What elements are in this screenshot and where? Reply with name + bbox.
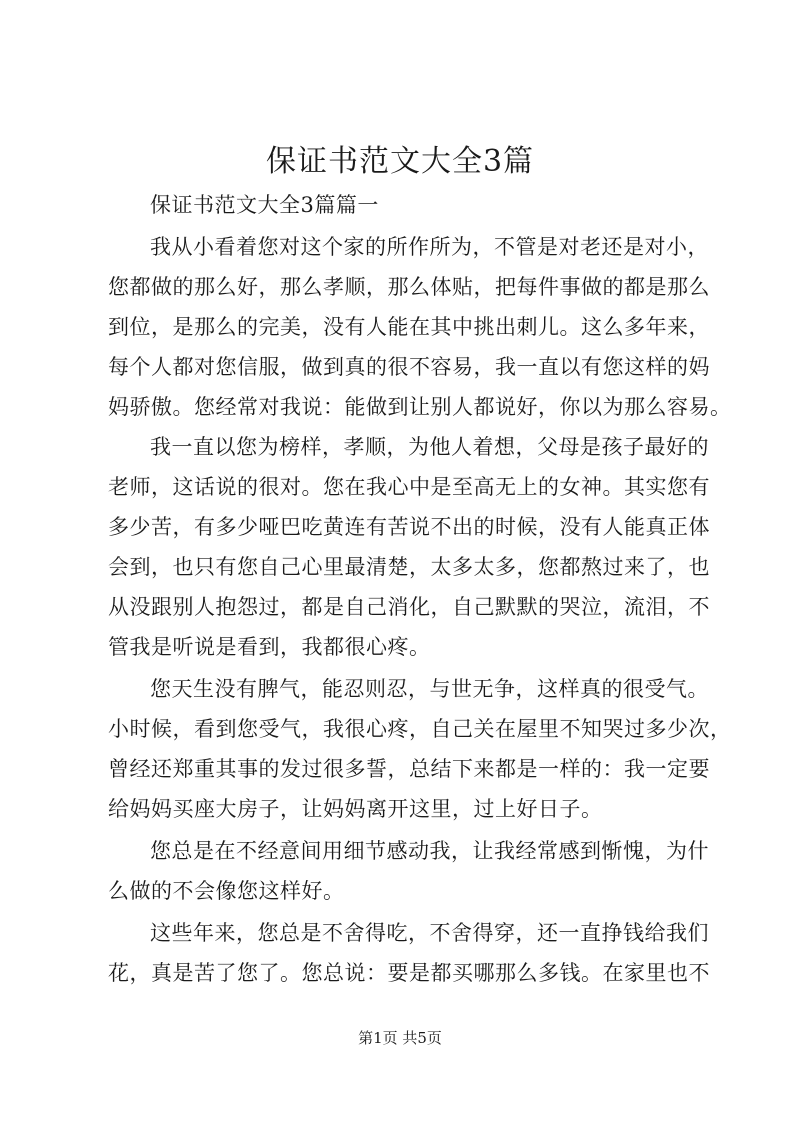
page-footer: 第1页 共5页 <box>358 1029 442 1047</box>
paragraph-line: 从没跟别人抱怨过，都是自己消化，自己默默的哭泣，流泪，不 <box>108 595 710 619</box>
paragraph-line: 您总是在不经意间用细节感动我，让我经常感到惭愧，为什 <box>150 839 709 863</box>
paragraph-line: 这些年来，您总是不舍得吃，不舍得穿，还一直挣钱给我们 <box>150 921 709 945</box>
paragraph-line: 我从小看着您对这个家的所作所为，不管是对老还是对小， <box>150 235 709 259</box>
paragraph-line: 每个人都对您信服，做到真的很不容易，我一直以有您这样的妈 <box>108 355 710 379</box>
paragraph-line: 您天生没有脾气，能忍则忍，与世无争，这样真的很受气。 <box>150 677 709 701</box>
paragraph-line: 多少苦，有多少哑巴吃黄连有苦说不出的时候，没有人能真正体 <box>108 515 710 539</box>
paragraph-line: 花，真是苦了您了。您总说：要是都买哪那么多钱。在家里也不 <box>108 961 710 985</box>
paragraph-line: 给妈妈买座大房子，让妈妈离开这里，过上好日子。 <box>108 797 603 821</box>
section-heading: 保证书范文大全3篇篇一 <box>150 193 379 217</box>
paragraph-line: 到位，是那么的完美，没有人能在其中挑出刺儿。这么多年来， <box>108 315 710 339</box>
document-title: 保证书范文大全3篇 <box>265 144 535 179</box>
paragraph-line: 妈骄傲。您经常对我说：能做到让别人都说好，你以为那么容易。 <box>108 395 732 419</box>
paragraph-line: 管我是听说是看到，我都很心疼。 <box>108 635 431 659</box>
paragraph-line: 小时候，看到您受气，我很心疼，自己关在屋里不知哭过多少次， <box>108 717 732 741</box>
paragraph-line: 么做的不会像您这样好。 <box>108 879 345 903</box>
paragraph-line: 曾经还郑重其事的发过很多誓，总结下来都是一样的：我一定要 <box>108 757 710 781</box>
paragraph-line: 您都做的那么好，那么孝顺，那么体贴，把每件事做的都是那么 <box>108 275 710 299</box>
paragraph-line: 老师，这话说的很对。您在我心中是至高无上的女神。其实您有 <box>108 475 710 499</box>
paragraph-line: 会到，也只有您自己心里最清楚，太多太多，您都熬过来了，也 <box>108 555 710 579</box>
paragraph-line: 我一直以您为榜样，孝顺，为他人着想，父母是孩子最好的 <box>150 435 709 459</box>
